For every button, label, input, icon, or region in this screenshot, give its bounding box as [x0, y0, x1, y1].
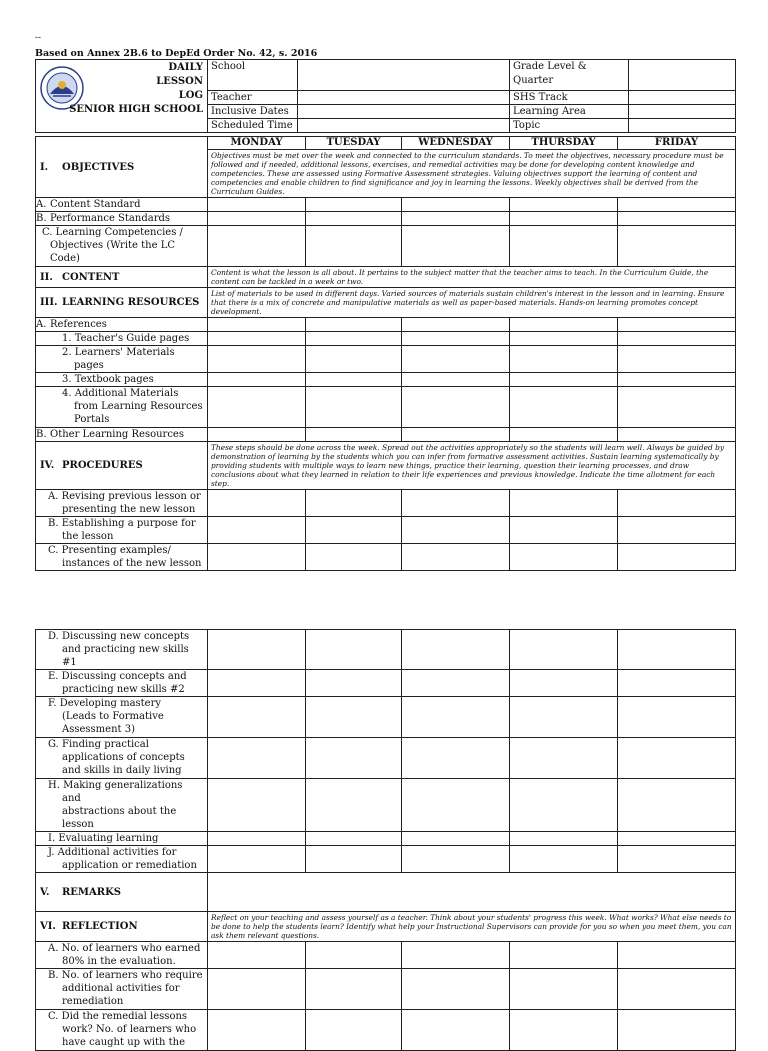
cell[interactable]	[510, 779, 618, 832]
scheduled-time-field[interactable]	[298, 119, 510, 133]
cell[interactable]	[402, 969, 510, 1010]
other-resources-label: B. Other Learning Resources	[36, 428, 208, 442]
section-procedures: IV. PROCEDURES	[36, 442, 208, 490]
cell[interactable]	[402, 373, 510, 387]
cell[interactable]	[306, 226, 402, 267]
day-thursday: THURSDAY	[510, 137, 618, 150]
cell[interactable]	[402, 198, 510, 212]
cell[interactable]	[306, 387, 402, 428]
cell[interactable]	[208, 226, 306, 267]
cell[interactable]	[402, 670, 510, 697]
grade-level-label	[510, 60, 629, 91]
row-procedure-d	[36, 630, 736, 670]
learning-competencies-label: C. Learning Competencies / Objectives (Write the LC Code)	[36, 226, 208, 267]
procedure-a-label: A. Revising previous lesson or presenting the new lesson	[36, 490, 208, 517]
cell[interactable]	[618, 226, 736, 267]
cell[interactable]	[306, 779, 402, 832]
dll-subtitle: SENIOR HIGH SCHOOL	[69, 104, 203, 115]
cell[interactable]	[618, 670, 736, 697]
cell[interactable]	[208, 517, 306, 544]
cell[interactable]	[510, 373, 618, 387]
shs-track-label: SHS Track	[510, 91, 629, 105]
inclusive-dates-field[interactable]	[298, 105, 510, 119]
content-note: Content is what the lesson is all about. It pertains to the subject matter that the teacher aims to teach. In the Curriculum Guide, the content can be tackled in a week or two.	[208, 267, 736, 288]
cell[interactable]	[402, 1010, 510, 1051]
row-learning-resources	[36, 288, 736, 318]
row-reflection-a	[36, 942, 736, 969]
textbook-pages-label: 3. Textbook pages	[36, 373, 208, 387]
cell[interactable]	[402, 212, 510, 226]
dll-title-daily: DAILY	[168, 62, 203, 73]
row-learning-competencies	[36, 226, 736, 267]
procedure-j-label: J. Additional activities for application or remediation	[36, 846, 208, 873]
cell[interactable]	[618, 490, 736, 517]
cell[interactable]	[510, 942, 618, 969]
logo-block	[36, 60, 208, 133]
cell[interactable]	[306, 318, 402, 332]
cell[interactable]	[510, 387, 618, 428]
cell[interactable]	[208, 212, 306, 226]
cell[interactable]	[618, 630, 736, 670]
procedure-g-label: G. Finding practical applications of concepts and skills in daily living	[36, 738, 208, 779]
cell[interactable]	[618, 738, 736, 779]
procedures-note: These steps should be done across the week. Spread out the activities appropriately so the students will learn well. Always be guided by demonstration of learning by the students which you can infer from formative assessment activities. Sustain learning systematically by providing students with multiple ways to learn new things, practice their learning, question their learning processes, and draw conclusions about what they learned in relation to their life experiences and previous knowledge. Indicate the time allotment for each step.	[208, 442, 736, 490]
cell[interactable]	[208, 832, 306, 846]
cell[interactable]	[618, 779, 736, 832]
top-mark: --	[35, 33, 42, 43]
annex-reference: Based on Annex 2B.6 to DepEd Order No. 42, s. 2016	[35, 48, 318, 59]
cell[interactable]	[618, 212, 736, 226]
cell[interactable]	[510, 630, 618, 670]
day-friday: FRIDAY	[618, 137, 736, 150]
row-reflection-c	[36, 1010, 736, 1051]
reflection-b-label: B. No. of learners who require additional activities for remediation	[36, 969, 208, 1010]
row-other-resources	[36, 428, 736, 442]
procedure-b-label: B. Establishing a purpose for the lesson	[36, 517, 208, 544]
cell[interactable]	[510, 1010, 618, 1051]
row-reflection	[36, 912, 736, 942]
cell[interactable]	[208, 490, 306, 517]
cell[interactable]	[208, 346, 306, 373]
cell[interactable]	[402, 226, 510, 267]
school-field[interactable]	[298, 60, 510, 91]
section-content: II. CONTENT	[36, 267, 208, 288]
cell[interactable]	[618, 428, 736, 442]
cell[interactable]	[306, 738, 402, 779]
cell[interactable]	[402, 738, 510, 779]
cell[interactable]	[208, 1010, 306, 1051]
additional-materials-label: 4. Additional Materials from Learning Resources Portals	[36, 387, 208, 428]
row-procedure-g	[36, 738, 736, 779]
dll-title-lesson: LESSON	[156, 76, 203, 87]
teacher-field[interactable]	[298, 91, 510, 105]
cell[interactable]	[402, 846, 510, 873]
cell[interactable]	[618, 1010, 736, 1051]
day-monday: MONDAY	[208, 137, 306, 150]
row-additional-materials	[36, 387, 736, 428]
cell[interactable]	[510, 428, 618, 442]
row-procedure-i	[36, 832, 736, 846]
row-references	[36, 318, 736, 332]
cell[interactable]	[402, 942, 510, 969]
teacher-label: Teacher	[208, 91, 298, 105]
cell[interactable]	[618, 373, 736, 387]
cell[interactable]	[618, 198, 736, 212]
row-teachers-guide	[36, 332, 736, 346]
lesson-log-table	[35, 136, 736, 571]
procedure-i-label: I. Evaluating learning	[36, 832, 208, 846]
cell[interactable]	[510, 318, 618, 332]
cell[interactable]	[618, 387, 736, 428]
cell[interactable]	[306, 969, 402, 1010]
cell[interactable]	[618, 697, 736, 738]
cell[interactable]	[306, 846, 402, 873]
cell[interactable]	[618, 969, 736, 1010]
cell[interactable]	[306, 517, 402, 544]
cell[interactable]	[306, 697, 402, 738]
content-standard-label: A. Content Standard	[36, 198, 208, 212]
cell[interactable]	[402, 779, 510, 832]
cell[interactable]	[306, 332, 402, 346]
cell[interactable]	[208, 544, 306, 571]
cell[interactable]	[402, 832, 510, 846]
cell[interactable]	[208, 428, 306, 442]
cell[interactable]	[510, 832, 618, 846]
cell[interactable]	[510, 969, 618, 1010]
teachers-guide-label: 1. Teacher's Guide pages	[36, 332, 208, 346]
cell[interactable]	[208, 630, 306, 670]
cell[interactable]	[306, 373, 402, 387]
procedure-c-label: C. Presenting examples/ instances of the new lesson	[36, 544, 208, 571]
cell[interactable]	[618, 318, 736, 332]
cell[interactable]	[306, 490, 402, 517]
cell[interactable]	[208, 387, 306, 428]
cell[interactable]	[306, 670, 402, 697]
cell[interactable]	[208, 198, 306, 212]
cell[interactable]	[208, 332, 306, 346]
cell[interactable]	[402, 697, 510, 738]
cell[interactable]	[510, 738, 618, 779]
cell[interactable]	[306, 428, 402, 442]
cell[interactable]	[510, 332, 618, 346]
reflection-a-label: A. No. of learners who earned 80% in the evaluation.	[36, 942, 208, 969]
cell[interactable]	[618, 832, 736, 846]
row-procedure-b	[36, 517, 736, 544]
objectives-note: Objectives must be met over the week and connected to the curriculum standards. To meet the objectives, necessary procedure must be followed and if needed, additional lessons, exercises, and remedial activities may be done for developing content knowledge and competencies. These are assessed using Formative Assessment strategies. Valuing objectives support the learning of content and competencies and enable children to find significance and joy in learning the lessons. Weekly objectives shall be derived from the Curriculum Guides.	[208, 150, 736, 198]
grade-level-text: Grade Level &	[513, 61, 587, 72]
row-reflection-b	[36, 969, 736, 1010]
quarter-text: Quarter	[513, 75, 554, 86]
reflection-note: Reflect on your teaching and assess yourself as a teacher. Think about your students' progress this week. What works? What else needs to be done to help the students learn? Identify what help your Instructional Supervisors can provide for you so when you meet them, you can ask them relevant questions.	[208, 912, 736, 942]
row-performance-standards	[36, 212, 736, 226]
learning-area-field[interactable]	[629, 105, 736, 119]
row-textbook-pages	[36, 373, 736, 387]
procedure-f-label: F. Developing mastery (Leads to Formative Assessment 3)	[36, 697, 208, 738]
row-remarks	[36, 873, 736, 912]
cell[interactable]	[208, 697, 306, 738]
section-learning-resources: III. LEARNING RESOURCES	[36, 288, 208, 318]
shs-track-field[interactable]	[629, 91, 736, 105]
cell[interactable]	[510, 198, 618, 212]
cell[interactable]	[618, 942, 736, 969]
cell[interactable]	[402, 630, 510, 670]
procedure-e-label: E. Discussing concepts and practicing new skills #2	[36, 670, 208, 697]
row-procedures	[36, 442, 736, 490]
cell[interactable]	[208, 738, 306, 779]
school-label: School	[208, 60, 298, 91]
row-procedure-h	[36, 779, 736, 832]
cell[interactable]	[208, 846, 306, 873]
lesson-log-table-continued	[35, 629, 736, 1051]
procedure-d-label: D. Discussing new concepts and practicing new skills #1	[36, 630, 208, 670]
cell[interactable]	[306, 212, 402, 226]
reflection-c-label: C. Did the remedial lessons work? No. of learners who have caught up with the	[36, 1010, 208, 1051]
cell[interactable]	[306, 198, 402, 212]
cell[interactable]	[618, 517, 736, 544]
section-objectives: I. OBJECTIVES	[36, 137, 208, 198]
row-procedure-e	[36, 670, 736, 697]
cell[interactable]	[208, 318, 306, 332]
cell[interactable]	[306, 832, 402, 846]
cell[interactable]	[618, 846, 736, 873]
cell[interactable]	[510, 697, 618, 738]
day-tuesday: TUESDAY	[306, 137, 402, 150]
cell[interactable]	[306, 1010, 402, 1051]
scheduled-time-label: Scheduled Time	[208, 119, 298, 133]
row-learners-materials	[36, 346, 736, 373]
section-reflection: VI. REFLECTION	[36, 912, 208, 942]
cell[interactable]	[402, 544, 510, 571]
cell[interactable]	[208, 779, 306, 832]
row-procedure-j	[36, 846, 736, 873]
row-procedure-a	[36, 490, 736, 517]
cell[interactable]	[208, 969, 306, 1010]
cell[interactable]	[618, 346, 736, 373]
cell[interactable]	[510, 544, 618, 571]
cell[interactable]	[402, 428, 510, 442]
row-procedure-c	[36, 544, 736, 571]
header-table	[35, 59, 736, 133]
cell[interactable]	[510, 212, 618, 226]
learning-resources-note: List of materials to be used in different days. Varied sources of materials sustain children's interest in the lesson and in learning. Ensure that there is a mix of concrete and manipulative materials as well as paper-based materials. Hands-on learning promotes concept development.	[208, 288, 736, 318]
cell[interactable]	[306, 544, 402, 571]
cell[interactable]	[618, 332, 736, 346]
performance-standards-label: B. Performance Standards	[36, 212, 208, 226]
inclusive-dates-label: Inclusive Dates	[208, 105, 298, 119]
cell[interactable]	[402, 517, 510, 544]
row-content-standard	[36, 198, 736, 212]
section-remarks: V. REMARKS	[36, 873, 208, 912]
cell[interactable]	[510, 346, 618, 373]
procedure-h-label: H. Making generalizations and abstractions about the lesson	[36, 779, 208, 832]
topic-label: Topic	[510, 119, 629, 133]
references-label: A. References	[36, 318, 208, 332]
cell[interactable]	[306, 942, 402, 969]
remarks-field[interactable]	[208, 873, 736, 912]
day-wednesday: WEDNESDAY	[402, 137, 510, 150]
cell[interactable]	[306, 346, 402, 373]
grade-level-field[interactable]	[629, 60, 736, 91]
cell[interactable]	[510, 226, 618, 267]
cell[interactable]	[208, 942, 306, 969]
cell[interactable]	[510, 846, 618, 873]
learning-area-label: Learning Area	[510, 105, 629, 119]
cell[interactable]	[402, 318, 510, 332]
cell[interactable]	[306, 630, 402, 670]
cell[interactable]	[208, 373, 306, 387]
cell[interactable]	[510, 490, 618, 517]
cell[interactable]	[208, 670, 306, 697]
learners-materials-label: 2. Learners' Materials pages	[36, 346, 208, 373]
cell[interactable]	[402, 490, 510, 517]
cell[interactable]	[510, 517, 618, 544]
cell[interactable]	[402, 332, 510, 346]
topic-field[interactable]	[629, 119, 736, 133]
cell[interactable]	[510, 670, 618, 697]
cell[interactable]	[618, 544, 736, 571]
cell[interactable]	[402, 387, 510, 428]
row-content	[36, 267, 736, 288]
dll-title-log: LOG	[178, 90, 203, 101]
row-procedure-f	[36, 697, 736, 738]
cell[interactable]	[402, 346, 510, 373]
